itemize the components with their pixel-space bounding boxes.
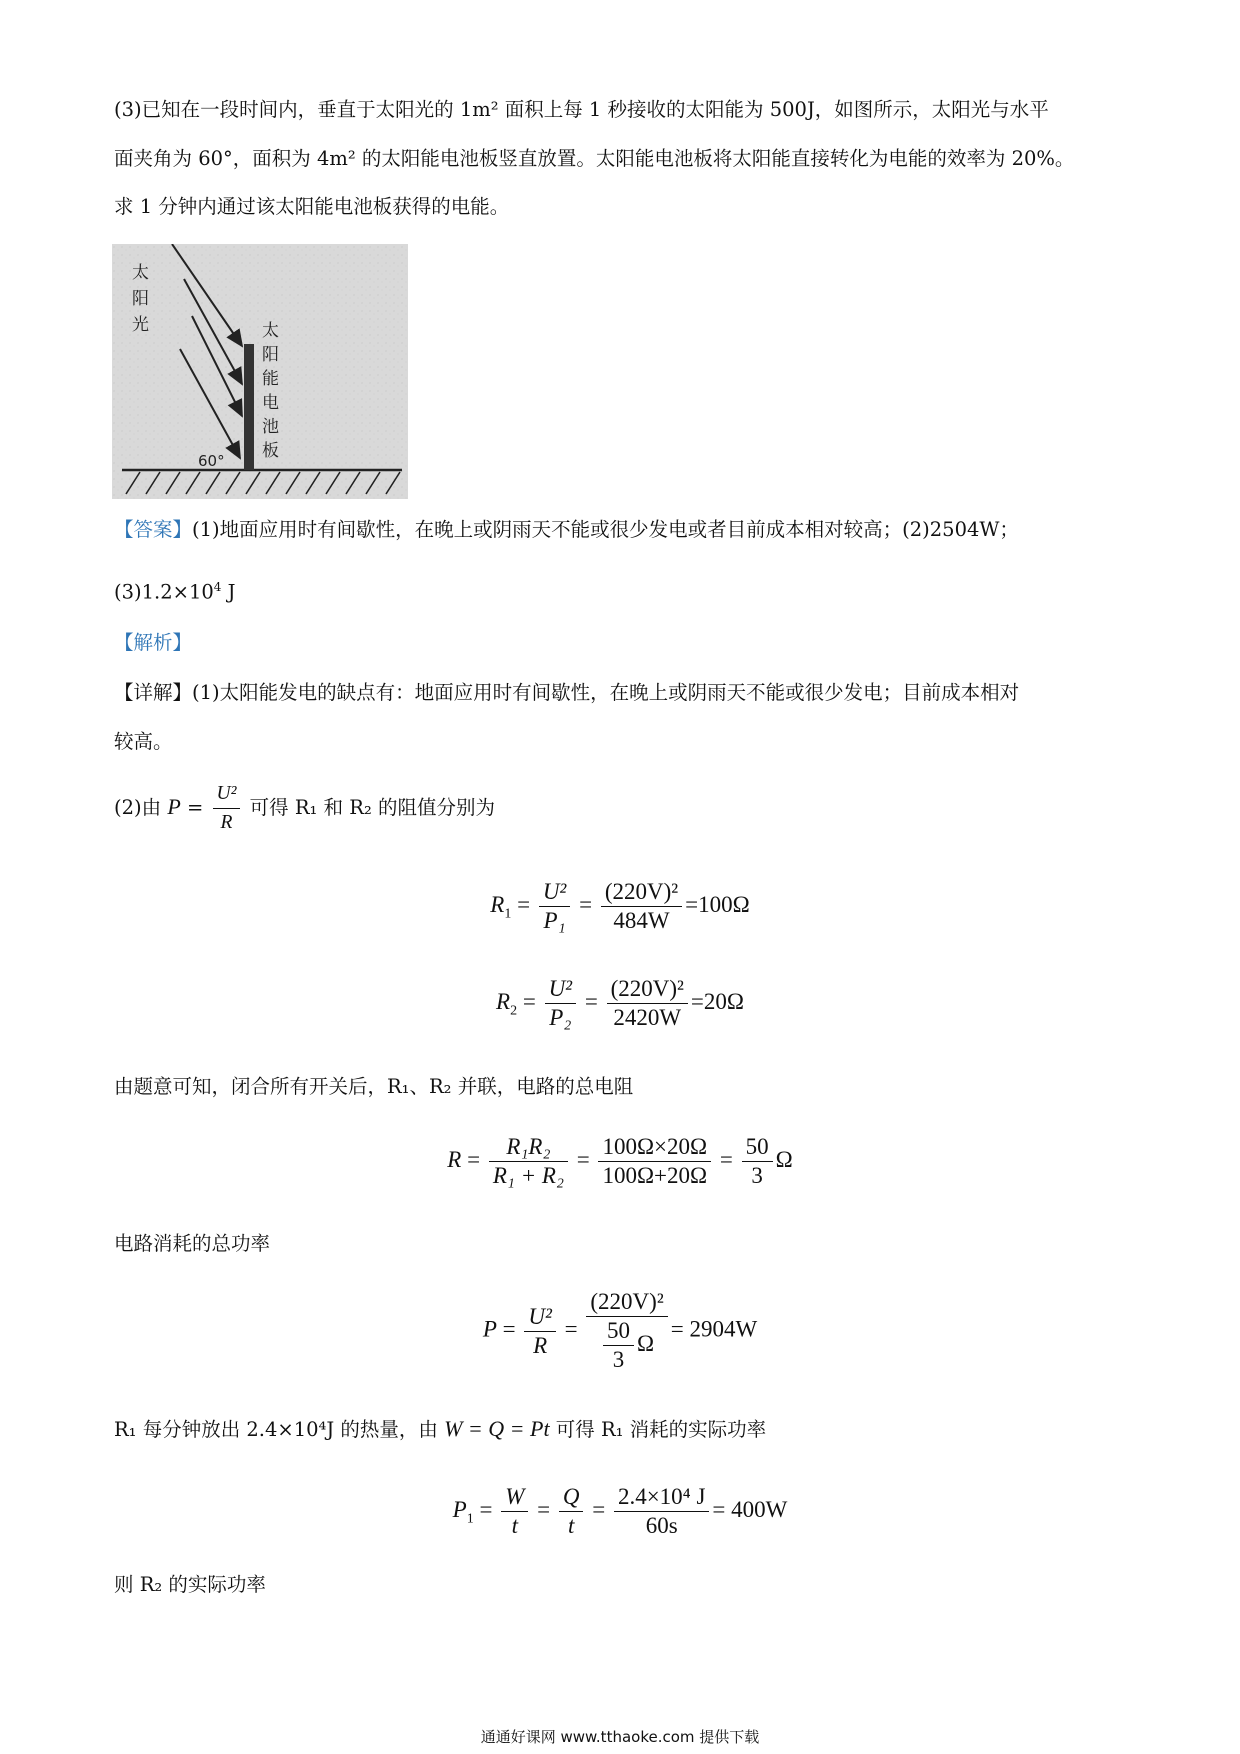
- p2-prefix: (2)由: [114, 796, 162, 819]
- figure-background: [112, 244, 408, 499]
- svg-text:板: 板: [262, 441, 279, 461]
- detail-line-2: 较高。: [114, 730, 173, 753]
- svg-text:电: 电: [262, 393, 279, 413]
- heat-line: [114, 1414, 766, 1442]
- solar-panel-bar: [244, 344, 254, 470]
- detail-p2-line: (2)由 P = $\frac{\text{U²}}{R}$ 可得 R₁ 和 R₂ 的阻值分别为: [114, 780, 495, 837]
- answer-text-2b: J: [221, 580, 236, 604]
- equation-p1: $P_1$ = $\frac{W}{t}$ = $\frac{Q}{t}$ = $\frac{\text{2.4×10⁴ J}}{60s}$ = 400W: [452, 1484, 788, 1538]
- sun-label-2: 阳: [132, 289, 149, 309]
- answer-line-1: [114, 515, 1019, 545]
- parallel-text: 由题意可知，闭合所有开关后，R₁、R₂ 并联，电路的总电阻: [114, 1075, 634, 1098]
- solar-panel-figure: [112, 244, 408, 499]
- power-text: 电路消耗的总功率: [114, 1232, 271, 1255]
- detail-text-1: (1)太阳能发电的缺点有：地面应用时有间歇性，在晚上或阴雨天不能或很少发电；目前成本相对: [192, 681, 1020, 704]
- answer-tag: 【答案】: [114, 518, 193, 541]
- answer-text-2a: (3)1.2×10: [114, 580, 214, 604]
- sun-label-3: 光: [132, 315, 149, 335]
- svg-text:能: 能: [262, 369, 279, 389]
- heat-text-b: 可得 R₁ 消耗的实际功率: [555, 1418, 767, 1441]
- answer-line-2: [114, 572, 235, 608]
- heat-formula: W = Q = Pt: [444, 1416, 550, 1441]
- question-line-3: 求 1 分钟内通过该太阳能电池板获得的电能。: [114, 195, 510, 218]
- svg-text:太: 太: [262, 321, 279, 341]
- angle-label: 60°: [198, 452, 225, 470]
- analysis-tag: 【解析】: [114, 631, 193, 654]
- answer-text-1: (1)地面应用时有间歇性，在晚上或阴雨天不能或很少发电或者目前成本相对较高；(2)2504W；: [192, 518, 1019, 541]
- answer-text-2sup: 4: [213, 580, 222, 594]
- equation-total-power: P = $\frac{\text{U²}}{R}$ = (220V)² $\frac{50}{3}$ Ω = 2904W: [482, 1289, 758, 1372]
- svg-text:池: 池: [262, 417, 279, 437]
- question-line-1: (3)已知在一段时间内，垂直于太阳光的 1m² 面积上每 1 秒接收的太阳能为 500J，如图所示，太阳光与水平: [114, 98, 1049, 121]
- detail-tag: 【详解】: [114, 681, 193, 704]
- equation-r1: $R_1$ = $\frac{\text{U²}}{\text{P₁}}$ = $\frac{\text{(220V)²}}{484W}$ =100Ω: [490, 879, 750, 933]
- footer-text: 通通好课网 www.tthaoke.com 提供下载: [480, 1728, 760, 1746]
- sun-label-1: 太: [132, 263, 149, 283]
- svg-text:阳: 阳: [262, 345, 279, 365]
- equation-total-resistance: R = $\frac{\text{R₁R₂}}{\text{R₁ + R₂}}$ = $\frac{100\Omega\times 20\Omega}{100\Omega+20\Omega}$ = $\frac{50}{3}$ Ω: [447, 1134, 793, 1188]
- question-line-2: 面夹角为 60°，面积为 4m² 的太阳能电池板竖直放置。太阳能电池板将太阳能直接转化为电能的效率为 20%。: [114, 147, 1075, 170]
- detail-line-1: [114, 678, 1019, 708]
- heat-text-a: R₁ 每分钟放出 2.4×10⁴J 的热量，由: [114, 1418, 438, 1441]
- equation-r2: $R_2$ = $\frac{\text{U²}}{\text{P₂}}$ = $\frac{\text{(220V)²}}{2420W}$ =20Ω: [496, 976, 744, 1030]
- p2-suffix: 可得 R₁ 和 R₂ 的阻值分别为: [249, 796, 495, 819]
- r2-power-text: 则 R₂ 的实际功率: [114, 1573, 266, 1596]
- p2-formula-fraction: $\frac{\text{U²}}{R}$: [213, 780, 241, 837]
